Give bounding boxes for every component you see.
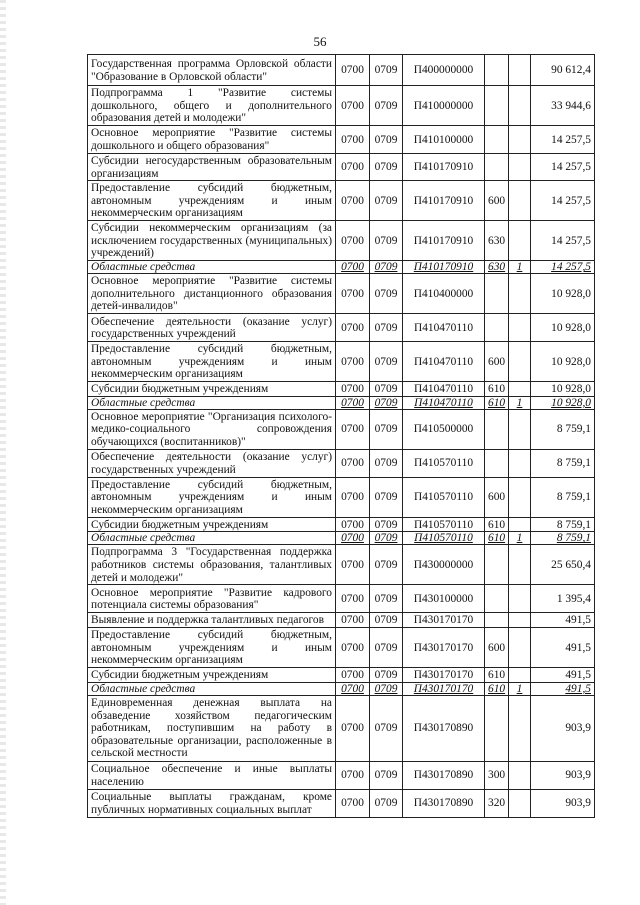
cell-funding-source-code [509, 221, 531, 261]
cell-funding-source-code: 1 [509, 682, 531, 695]
cell-funding-source-code [509, 55, 531, 86]
cell-funding-source-code [509, 409, 531, 449]
table-row [88, 789, 595, 817]
cell-expense-type-code [485, 126, 509, 154]
cell-expense-name: Субсидии бюджетным учреждениям [88, 667, 336, 682]
cell-expense-name: Основное мероприятие "Развитие кадрового потенциала системы образования" [88, 585, 336, 613]
cell-subsection-code: 0709 [370, 181, 403, 221]
table-row [88, 396, 595, 409]
cell-subsection-code: 0709 [370, 449, 403, 477]
cell-expense-type-code: 630 [485, 221, 509, 261]
cell-subsection-code: 0709 [370, 585, 403, 613]
cell-expense-type-code [485, 585, 509, 613]
cell-expense-name: Подпрограмма 1 "Развитие системы дошкольного, общего и дополнительного образования детей и молодежи" [88, 86, 336, 126]
cell-section-code: 0700 [336, 274, 370, 314]
cell-amount: 491,5 [531, 627, 595, 667]
table-row [88, 532, 595, 545]
table-row [88, 517, 595, 532]
cell-section-code: 0700 [336, 154, 370, 181]
cell-subsection-code: 0709 [370, 761, 403, 789]
cell-expense-name: Субсидии некоммерческим организациям (за исключением государственных (муниципальных) учреждений) [88, 221, 336, 261]
cell-funding-source-code [509, 382, 531, 397]
cell-expense-name: Областные средства [88, 682, 336, 695]
table-row [88, 181, 595, 221]
cell-funding-source-code [509, 274, 531, 314]
cell-funding-source-code [509, 517, 531, 532]
cell-subsection-code: 0709 [370, 667, 403, 682]
cell-expense-type-code [485, 154, 509, 181]
cell-target-article-code: П410170910 [403, 261, 485, 274]
cell-section-code: 0700 [336, 789, 370, 817]
cell-section-code: 0700 [336, 517, 370, 532]
cell-expense-name: Подпрограмма 3 "Государственная поддержка работников системы образования, талантливых детей и молодежи" [88, 545, 336, 585]
cell-section-code: 0700 [336, 682, 370, 695]
cell-target-article-code: П410170910 [403, 154, 485, 181]
cell-funding-source-code [509, 449, 531, 477]
cell-funding-source-code [509, 627, 531, 667]
cell-amount: 25 650,4 [531, 545, 595, 585]
cell-funding-source-code [509, 86, 531, 126]
cell-subsection-code: 0709 [370, 545, 403, 585]
cell-funding-source-code [509, 585, 531, 613]
cell-expense-type-code: 610 [485, 396, 509, 409]
cell-expense-type-code: 320 [485, 789, 509, 817]
cell-amount: 8 759,1 [531, 477, 595, 517]
cell-section-code: 0700 [336, 314, 370, 342]
cell-target-article-code: П410470110 [403, 396, 485, 409]
cell-target-article-code: П410170910 [403, 221, 485, 261]
cell-subsection-code: 0709 [370, 477, 403, 517]
cell-funding-source-code [509, 342, 531, 382]
cell-amount: 10 928,0 [531, 396, 595, 409]
cell-funding-source-code [509, 181, 531, 221]
cell-target-article-code: П430170170 [403, 682, 485, 695]
cell-section-code: 0700 [336, 409, 370, 449]
cell-subsection-code: 0709 [370, 261, 403, 274]
cell-section-code: 0700 [336, 532, 370, 545]
cell-amount: 903,9 [531, 789, 595, 817]
cell-section-code: 0700 [336, 181, 370, 221]
cell-subsection-code: 0709 [370, 126, 403, 154]
cell-subsection-code: 0709 [370, 532, 403, 545]
cell-expense-type-code [485, 55, 509, 86]
cell-amount: 14 257,5 [531, 261, 595, 274]
cell-section-code: 0700 [336, 585, 370, 613]
table-row [88, 449, 595, 477]
cell-expense-name: Субсидии бюджетным учреждениям [88, 517, 336, 532]
table-row [88, 314, 595, 342]
table-row [88, 55, 595, 86]
cell-subsection-code: 0709 [370, 342, 403, 382]
cell-amount: 10 928,0 [531, 342, 595, 382]
cell-expense-type-code: 600 [485, 181, 509, 221]
cell-section-code: 0700 [336, 261, 370, 274]
cell-amount: 8 759,1 [531, 517, 595, 532]
cell-expense-name: Основное мероприятие "Организация психолого-медико-социального сопровождения обучающихся (воспитанников)" [88, 409, 336, 449]
cell-target-article-code: П430170890 [403, 761, 485, 789]
cell-subsection-code: 0709 [370, 221, 403, 261]
cell-subsection-code: 0709 [370, 154, 403, 181]
cell-section-code: 0700 [336, 221, 370, 261]
table-row [88, 126, 595, 154]
cell-target-article-code: П430170890 [403, 789, 485, 817]
cell-expense-type-code: 610 [485, 532, 509, 545]
table-row [88, 682, 595, 695]
cell-amount: 14 257,5 [531, 181, 595, 221]
cell-expense-type-code: 600 [485, 627, 509, 667]
table-row [88, 86, 595, 126]
cell-funding-source-code [509, 695, 531, 761]
table-row [88, 274, 595, 314]
cell-expense-type-code: 610 [485, 382, 509, 397]
cell-subsection-code: 0709 [370, 382, 403, 397]
cell-section-code: 0700 [336, 545, 370, 585]
cell-expense-name: Единовременная денежная выплата на обзаведение хозяйством педагогическим работникам, поступившим на работу в образовательные организации, расположенные в сельской местности [88, 695, 336, 761]
table-row [88, 342, 595, 382]
cell-funding-source-code [509, 667, 531, 682]
cell-target-article-code: П410170910 [403, 181, 485, 221]
cell-subsection-code: 0709 [370, 314, 403, 342]
cell-expense-name: Субсидии негосударственным образовательным организациям [88, 154, 336, 181]
cell-expense-name: Предоставление субсидий бюджетным, автономным учреждениям и иным некоммерческим организациям [88, 477, 336, 517]
cell-funding-source-code: 1 [509, 396, 531, 409]
cell-expense-name: Предоставление субсидий бюджетным, автономным учреждениям и иным некоммерческим организациям [88, 342, 336, 382]
cell-expense-name: Областные средства [88, 261, 336, 274]
cell-section-code: 0700 [336, 382, 370, 397]
cell-funding-source-code [509, 545, 531, 585]
cell-expense-type-code [485, 409, 509, 449]
table-row [88, 695, 595, 761]
cell-expense-name: Областные средства [88, 396, 336, 409]
cell-expense-type-code [485, 86, 509, 126]
cell-expense-name: Предоставление субсидий бюджетным, автономным учреждениям и иным некоммерческим организациям [88, 181, 336, 221]
cell-funding-source-code: 1 [509, 532, 531, 545]
table-row [88, 477, 595, 517]
cell-amount: 903,9 [531, 761, 595, 789]
cell-subsection-code: 0709 [370, 682, 403, 695]
table-row [88, 382, 595, 397]
table-row [88, 154, 595, 181]
cell-amount: 10 928,0 [531, 274, 595, 314]
cell-expense-type-code [485, 449, 509, 477]
cell-section-code: 0700 [336, 695, 370, 761]
cell-funding-source-code [509, 126, 531, 154]
cell-target-article-code: П410470110 [403, 342, 485, 382]
table-row [88, 221, 595, 261]
cell-expense-name: Предоставление субсидий бюджетным, автономным учреждениям и иным некоммерческим организациям [88, 627, 336, 667]
cell-target-article-code: П430170170 [403, 613, 485, 628]
cell-amount: 14 257,5 [531, 154, 595, 181]
cell-expense-type-code: 600 [485, 477, 509, 517]
cell-funding-source-code [509, 314, 531, 342]
cell-amount: 90 612,4 [531, 55, 595, 86]
cell-funding-source-code [509, 613, 531, 628]
cell-expense-name: Основное мероприятие "Развитие системы дополнительного дистанционного образования детей-инвалидов" [88, 274, 336, 314]
cell-subsection-code: 0709 [370, 517, 403, 532]
cell-expense-type-code [485, 545, 509, 585]
cell-expense-type-code [485, 274, 509, 314]
cell-amount: 33 944,6 [531, 86, 595, 126]
cell-subsection-code: 0709 [370, 613, 403, 628]
cell-section-code: 0700 [336, 342, 370, 382]
cell-subsection-code: 0709 [370, 695, 403, 761]
cell-section-code: 0700 [336, 86, 370, 126]
cell-expense-type-code: 600 [485, 342, 509, 382]
cell-amount: 491,5 [531, 667, 595, 682]
cell-section-code: 0700 [336, 667, 370, 682]
cell-expense-name: Субсидии бюджетным учреждениям [88, 382, 336, 397]
cell-expense-name: Социальное обеспечение и иные выплаты населению [88, 761, 336, 789]
table-row [88, 761, 595, 789]
cell-expense-name: Областные средства [88, 532, 336, 545]
cell-subsection-code: 0709 [370, 86, 403, 126]
page-number: 56 [313, 34, 327, 49]
table-row [88, 667, 595, 682]
cell-amount: 14 257,5 [531, 221, 595, 261]
cell-expense-type-code: 610 [485, 517, 509, 532]
cell-amount: 1 395,4 [531, 585, 595, 613]
cell-expense-type-code: 610 [485, 682, 509, 695]
budget-table-body [88, 55, 595, 818]
cell-funding-source-code [509, 154, 531, 181]
cell-amount: 491,5 [531, 682, 595, 695]
cell-amount: 8 759,1 [531, 449, 595, 477]
cell-target-article-code: П410570110 [403, 532, 485, 545]
cell-section-code: 0700 [336, 55, 370, 86]
cell-target-article-code: П430000000 [403, 545, 485, 585]
cell-expense-type-code [485, 314, 509, 342]
cell-amount: 903,9 [531, 695, 595, 761]
cell-target-article-code: П410570110 [403, 517, 485, 532]
cell-section-code: 0700 [336, 477, 370, 517]
cell-amount: 8 759,1 [531, 532, 595, 545]
cell-expense-name: Обеспечение деятельности (оказание услуг) государственных учреждений [88, 449, 336, 477]
cell-funding-source-code [509, 477, 531, 517]
cell-target-article-code: П410500000 [403, 409, 485, 449]
cell-section-code: 0700 [336, 449, 370, 477]
table-row [88, 545, 595, 585]
cell-section-code: 0700 [336, 396, 370, 409]
table-row [88, 585, 595, 613]
cell-subsection-code: 0709 [370, 274, 403, 314]
cell-funding-source-code [509, 761, 531, 789]
cell-expense-name: Обеспечение деятельности (оказание услуг) государственных учреждений [88, 314, 336, 342]
cell-target-article-code: П410570110 [403, 477, 485, 517]
cell-target-article-code: П410400000 [403, 274, 485, 314]
cell-section-code: 0700 [336, 627, 370, 667]
cell-section-code: 0700 [336, 613, 370, 628]
cell-section-code: 0700 [336, 126, 370, 154]
cell-expense-name: Основное мероприятие "Развитие системы дошкольного и общего образования" [88, 126, 336, 154]
cell-target-article-code: П430170890 [403, 695, 485, 761]
cell-subsection-code: 0709 [370, 627, 403, 667]
cell-amount: 491,5 [531, 613, 595, 628]
cell-section-code: 0700 [336, 761, 370, 789]
cell-target-article-code: П410470110 [403, 382, 485, 397]
table-row [88, 613, 595, 628]
scan-edge-artifact [0, 0, 6, 905]
table-row [88, 409, 595, 449]
cell-amount: 10 928,0 [531, 314, 595, 342]
cell-amount: 10 928,0 [531, 382, 595, 397]
cell-target-article-code: П430170170 [403, 627, 485, 667]
cell-expense-type-code: 300 [485, 761, 509, 789]
cell-amount: 14 257,5 [531, 126, 595, 154]
cell-expense-type-code: 630 [485, 261, 509, 274]
cell-subsection-code: 0709 [370, 55, 403, 86]
cell-subsection-code: 0709 [370, 789, 403, 817]
cell-expense-name: Социальные выплаты гражданам, кроме публичных нормативных социальных выплат [88, 789, 336, 817]
budget-table [87, 54, 595, 818]
cell-expense-type-code [485, 613, 509, 628]
cell-target-article-code: П400000000 [403, 55, 485, 86]
cell-target-article-code: П430170170 [403, 667, 485, 682]
table-row [88, 261, 595, 274]
cell-subsection-code: 0709 [370, 396, 403, 409]
cell-target-article-code: П410470110 [403, 314, 485, 342]
cell-target-article-code: П410570110 [403, 449, 485, 477]
cell-subsection-code: 0709 [370, 409, 403, 449]
cell-funding-source-code: 1 [509, 261, 531, 274]
cell-funding-source-code [509, 789, 531, 817]
cell-expense-type-code [485, 695, 509, 761]
cell-expense-name: Выявление и поддержка талантливых педагогов [88, 613, 336, 628]
cell-target-article-code: П410100000 [403, 126, 485, 154]
cell-amount: 8 759,1 [531, 409, 595, 449]
cell-target-article-code: П410000000 [403, 86, 485, 126]
table-row [88, 627, 595, 667]
cell-target-article-code: П430100000 [403, 585, 485, 613]
cell-expense-type-code: 610 [485, 667, 509, 682]
cell-expense-name: Государственная программа Орловской области "Образование в Орловской области" [88, 55, 336, 86]
